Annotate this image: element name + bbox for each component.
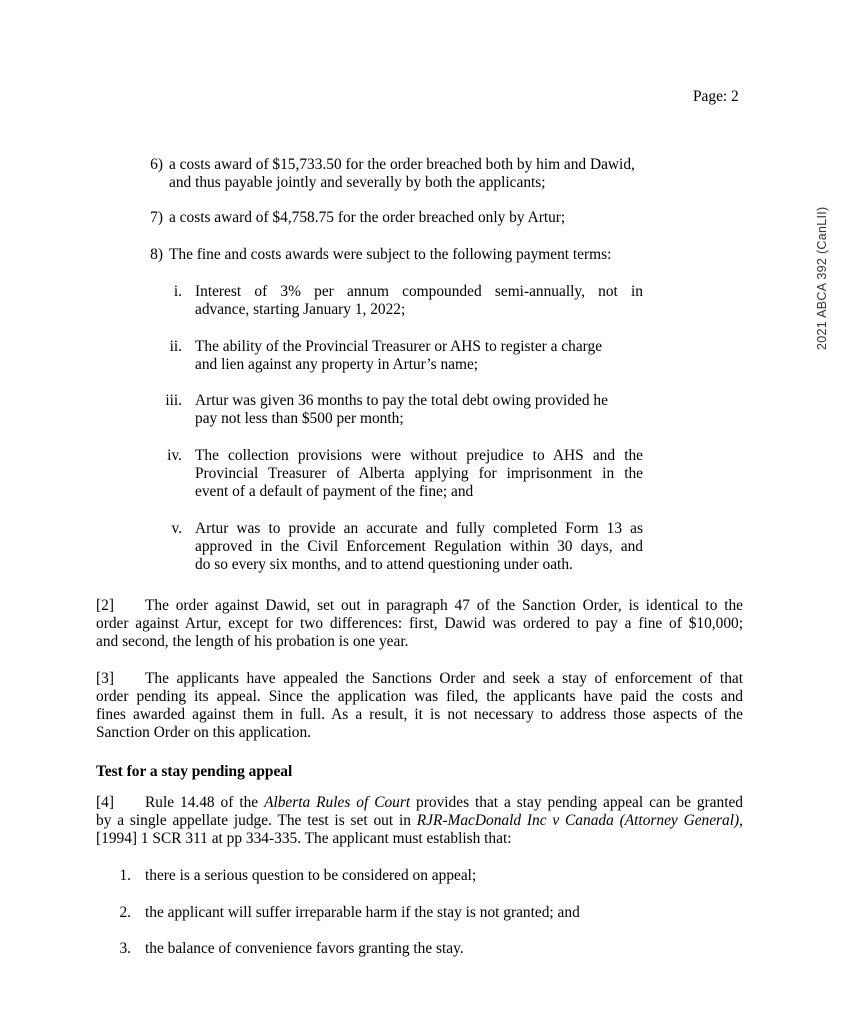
list-item-line: and thus payable jointly and severally by both the applicants;	[169, 174, 546, 191]
section-heading: Test for a stay pending appeal	[96, 763, 293, 780]
case-citation: RJR-MacDonald Inc v Canada (Attorney General)	[416, 812, 740, 829]
paragraph-line: order against Artur, except for two differences: first, Dawid was ordered to pay a fine of $10,000;	[96, 615, 743, 632]
test-item-label: 3.	[119, 940, 131, 957]
sub-list-line: and lien against any property in Artur’s name;	[195, 356, 479, 373]
list-item-label: 6)	[150, 156, 163, 173]
sub-list-line: do so every six months, and to attend questioning under oath.	[195, 556, 573, 573]
paragraph-2	[96, 597, 743, 651]
sub-list-line: Interest of 3% per annum compounded semi-annually, not in	[195, 283, 643, 300]
paragraph-text: Rule 14.48 of the	[145, 794, 265, 811]
sub-list-label: v.	[171, 520, 182, 537]
test-item-text: the balance of convenience favors granting the stay.	[145, 940, 464, 957]
list-item-line: a costs award of $15,733.50 for the order breached both by him and Dawid,	[169, 156, 635, 173]
test-item-text: the applicant will suffer irreparable harm if the stay is not granted; and	[145, 904, 580, 921]
sub-list-line: event of a default of payment of the fine; and	[195, 483, 474, 500]
paragraph-text: by a single appellate judge. The test is set out in	[96, 812, 417, 829]
paragraph-4	[96, 794, 743, 848]
sub-list-line: advance, starting January 1, 2022;	[195, 301, 406, 318]
side-citation: 2021 ABCA 392 (CanLII)	[815, 206, 829, 350]
sub-list-line: approved in the Civil Enforcement Regulation within 30 days, and	[195, 538, 643, 555]
paragraph-3	[96, 670, 743, 742]
sub-list-label: iv.	[167, 447, 182, 464]
citation-rules: Alberta Rules of Court	[264, 794, 411, 811]
test-item-label: 2.	[119, 904, 131, 921]
sub-list-label: i.	[173, 283, 182, 300]
list-item-label: 7)	[150, 209, 163, 226]
paragraph-text: ,	[739, 812, 743, 829]
paragraph-text: provides that a stay pending appeal can be granted	[410, 794, 743, 811]
list-item-line: a costs award of $4,758.75 for the order breached only by Artur;	[169, 209, 566, 226]
test-item-text: there is a serious question to be considered on appeal;	[145, 867, 477, 884]
paragraph-number: [4]	[96, 794, 114, 811]
sub-list-line: Artur was given 36 months to pay the total debt owing provided he	[195, 392, 608, 409]
sub-list-line: Artur was to provide an accurate and fully completed Form 13 as	[195, 520, 643, 537]
paragraph-line: fines awarded against them in full. As a result, it is not necessary to address those aspects of the	[96, 706, 743, 723]
sub-list-line: Provincial Treasurer of Alberta applying for imprisonment in the	[195, 465, 643, 482]
paragraph-number: [3]	[96, 670, 114, 687]
paragraph-line: The order against Dawid, set out in paragraph 47 of the Sanction Order, is identical to the	[145, 597, 743, 614]
paragraph-line: The applicants have appealed the Sanctions Order and seek a stay of enforcement of that	[145, 670, 743, 687]
paragraph-line: Sanction Order on this application.	[96, 724, 311, 741]
paragraph-line: order pending its appeal. Since the application was filed, the applicants have paid the costs and	[96, 688, 743, 705]
list-item-label: 8)	[150, 246, 163, 263]
paragraph-line: and second, the length of his probation is one year.	[96, 633, 409, 650]
paragraph-number: [2]	[96, 597, 114, 614]
paragraph-text: [1994] 1 SCR 311 at pp 334-335. The applicant must establish that:	[96, 830, 512, 847]
sub-list-line: The collection provisions were without prejudice to AHS and the	[195, 447, 643, 464]
sub-list-label: ii.	[169, 338, 182, 355]
list-item-line: The fine and costs awards were subject to the following payment terms:	[169, 246, 612, 263]
sub-list-line: pay not less than $500 per month;	[195, 410, 404, 427]
sub-list-line: The ability of the Provincial Treasurer or AHS to register a charge	[195, 338, 603, 355]
test-item-label: 1.	[119, 867, 131, 884]
page-number: Page: 2	[693, 88, 739, 105]
sub-list-label: iii.	[165, 392, 182, 409]
